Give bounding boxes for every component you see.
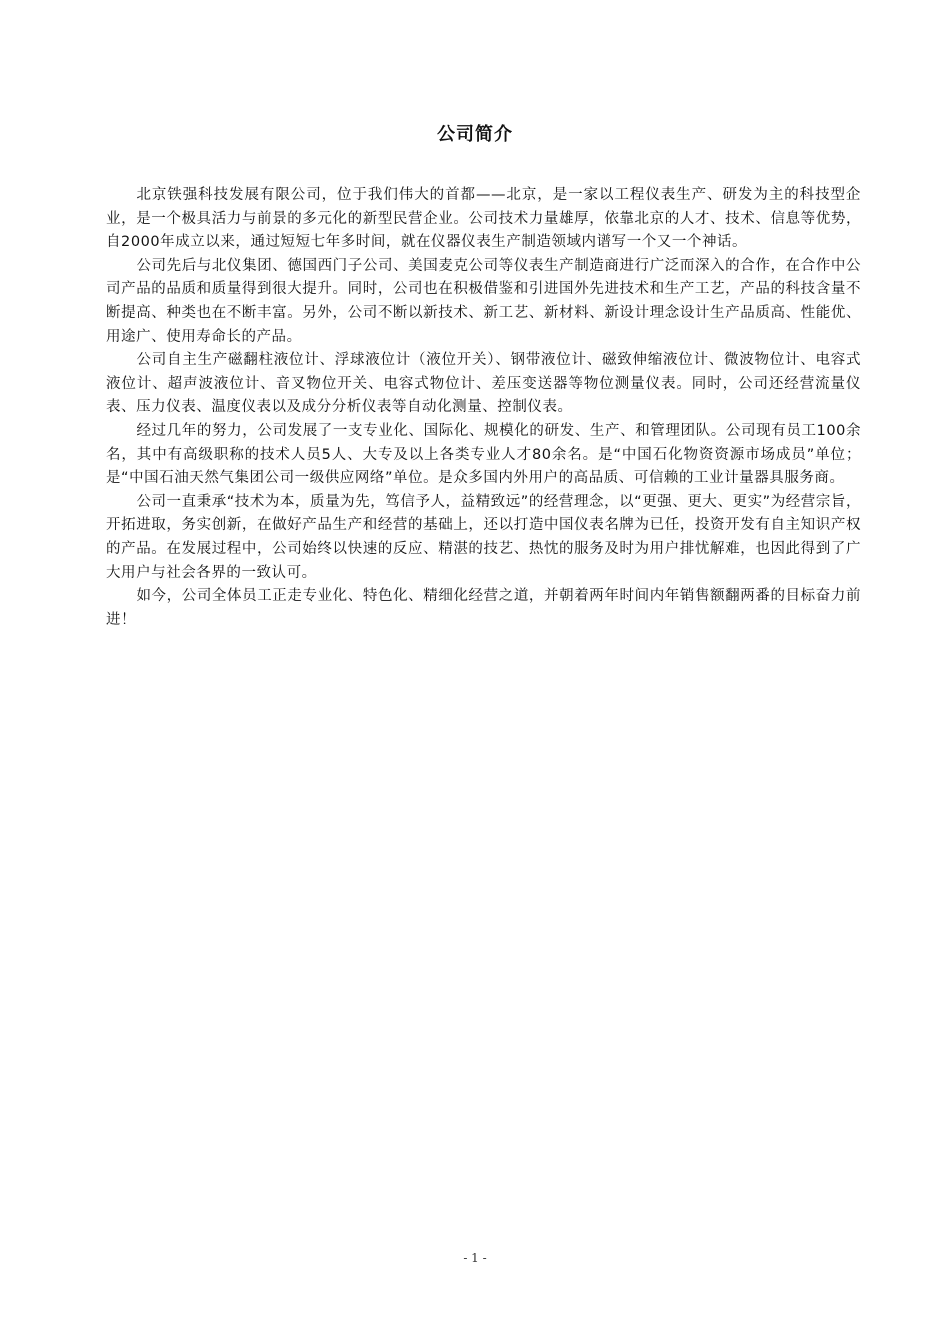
page-number: - 1 - [463, 1251, 487, 1265]
paragraph-cooperation: 公司先后与北仪集团、德国西门子公司、美国麦克公司等仪表生产制造商进行广泛而深入的合作，在合作中公司产品的品质和质量得到很大提升。同时，公司也在积极借鉴和引进国外先进技术和生产工艺，产品的科技含量不断提高、种类也在不断丰富。另外，公司不断以新技术、新工艺、新材料、新设计理念设计生产品质高、性能优、用途广、使用寿命长的产品。 [106, 257, 861, 345]
paragraph-products: 公司自主生产磁翻柱液位计、浮球液位计（液位开关）、钢带液位计、磁致伸缩液位计、微波物位计、电容式液位计、超声波液位计、音叉物位开关、电容式物位计、差压变送器等物位测量仪表。同时，公司还经营流量仪表、压力仪表、温度仪表以及成分分析仪表等自动化测量、控制仪表。 [106, 352, 861, 416]
document-title: 公司简介 [437, 124, 513, 145]
paragraph-philosophy: 公司一直秉承“技术为本，质量为先，笃信予人，益精致远”的经营理念，以“更强、更大、更实”为经营宗旨，开拓进取，务实创新，在做好产品生产和经营的基础上，还以打造中国仪表名牌为已任，投资开发有自主知识产权的产品。在发展过程中，公司始终以快速的反应、精湛的技艺、热忱的服务及时为用户排忧解难，也因此得到了广大用户与社会各界的一致认可。 [106, 493, 861, 581]
document-body [106, 184, 861, 632]
paragraph-outlook: 如今，公司全体员工正走专业化、特色化、精细化经营之道，并朝着两年时间内年销售额翻两番的目标奋力前进！ [106, 588, 861, 628]
paragraph-team: 经过几年的努力，公司发展了一支专业化、国际化、规模化的研发、生产、和管理团队。公司现有员工100余名，其中有高级职称的技术人员5人、大专及以上各类专业人才80余名。是“中国石化物资资源市场成员”单位；是“中国石油天然气集团公司一级供应网络”单位。是众多国内外用户的高品质、可信赖的工业计量器具服务商。 [106, 422, 861, 487]
paragraph-intro: 北京铁强科技发展有限公司，位于我们伟大的首都——北京，是一家以工程仪表生产、研发为主的科技型企业，是一个极具活力与前景的多元化的新型民营企业。公司技术力量雄厚，依靠北京的人才、技术、信息等优势，自2000年成立以来，通过短短七年多时间，就在仪器仪表生产制造领域内谱写一个又一个神话。 [106, 187, 861, 251]
